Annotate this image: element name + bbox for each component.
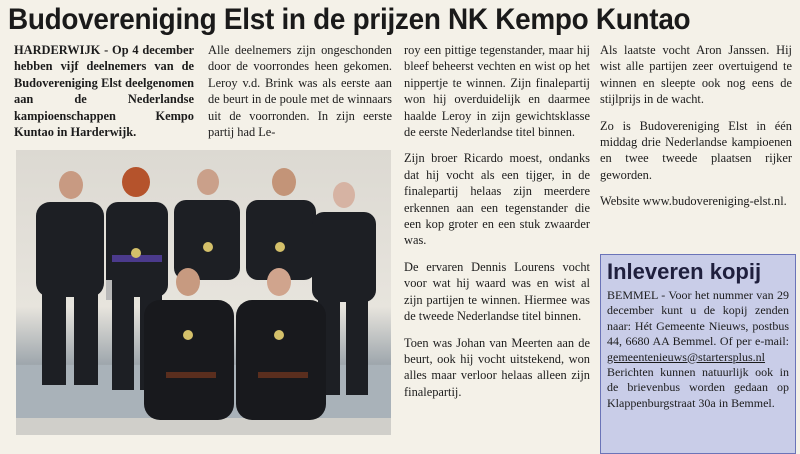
- kopij-notice-box: [600, 254, 796, 454]
- dateline: HARDERWIJK: [14, 43, 101, 57]
- kopij-text-2: Berichten kunnen natuurlijk ook in de brievenbus worden gedaan op Klappenburgstraat 30a in Bemmel.: [607, 365, 789, 410]
- paragraph: Zo is Budovereniging Elst in één middag drie Nederlandse kampioenen en twee tweede plaatsen rijker geworden.: [600, 118, 792, 182]
- paragraph: Zijn broer Ricardo moest, ondanks dat hij vocht als een tijger, in de finalepartij helaas zijn meerdere erkennen aan een tegenstander die een kop groter en een stuk zwaarder was.: [404, 151, 590, 248]
- kopij-title: Inleveren kopij: [607, 259, 762, 284]
- paragraph: De ervaren Dennis Lourens vocht voor wat hij waard was en wist al zijn partijen te winnen. Hiermee was de tweede Nederlandse titel binnen.: [404, 259, 590, 324]
- article-column-3: [404, 42, 590, 410]
- article-column-2: [208, 42, 392, 150]
- headline: Budovereniging Elst in de prijzen NK Kempo Kuntao: [8, 3, 691, 36]
- paragraph: Alle deelnemers zijn ongeschonden door de voorrondes heen gekomen. Leroy v.d. Brink was als eerste aan de beurt in de poule met de winnaars uit de voorronden. In zijn eerste partij had Le-: [208, 43, 392, 140]
- paragraph: roy een pittige tegenstander, maar hij bleef beheerst vechten en wist op het nippertje te winnen. Zijn finalepartij won hij overduidelijk en daarmee haalde Leroy in zijn gewichtsklasse de eerste Nederlandse titel binnen.: [404, 43, 590, 140]
- kopij-text: [607, 288, 789, 411]
- article-column-4: [600, 42, 792, 220]
- lead-paragraph: [14, 42, 194, 140]
- lead-text: - Op 4 december hebben vijf deelnemers van de Budovereniging Elst deelgenomen aan de Nederlandse kampioenschappen Kempo Kuntao in Harderwijk.: [14, 43, 194, 140]
- kopij-email-link[interactable]: gemeentenieuws@startersplus.nl: [607, 349, 766, 364]
- group-photo-icon: [16, 150, 391, 435]
- paragraph: Toen was Johan van Meerten aan de beurt, ook hij vocht uitstekend, won alles maar verloor helaas alleen zijn finalepartij.: [404, 335, 590, 399]
- paragraph: Als laatste vocht Aron Janssen. Hij wist alle partijen zeer overtuigend te winnen en sleepte ook nog eens de stijlprijs in de wacht.: [600, 43, 792, 107]
- paragraph: Website www.budovereniging-elst.nl.: [600, 194, 787, 209]
- team-photo: [16, 150, 391, 435]
- article-column-1: [14, 42, 194, 150]
- kopij-place: BEMMEL: [607, 288, 658, 302]
- kopij-text-1: - Voor het nummer van 29 december kunt u de kopij zenden naar: Hét Gemeente Nieuws, postbus 44, 6680 AA Bemmel. Of per e-mail:: [607, 288, 789, 349]
